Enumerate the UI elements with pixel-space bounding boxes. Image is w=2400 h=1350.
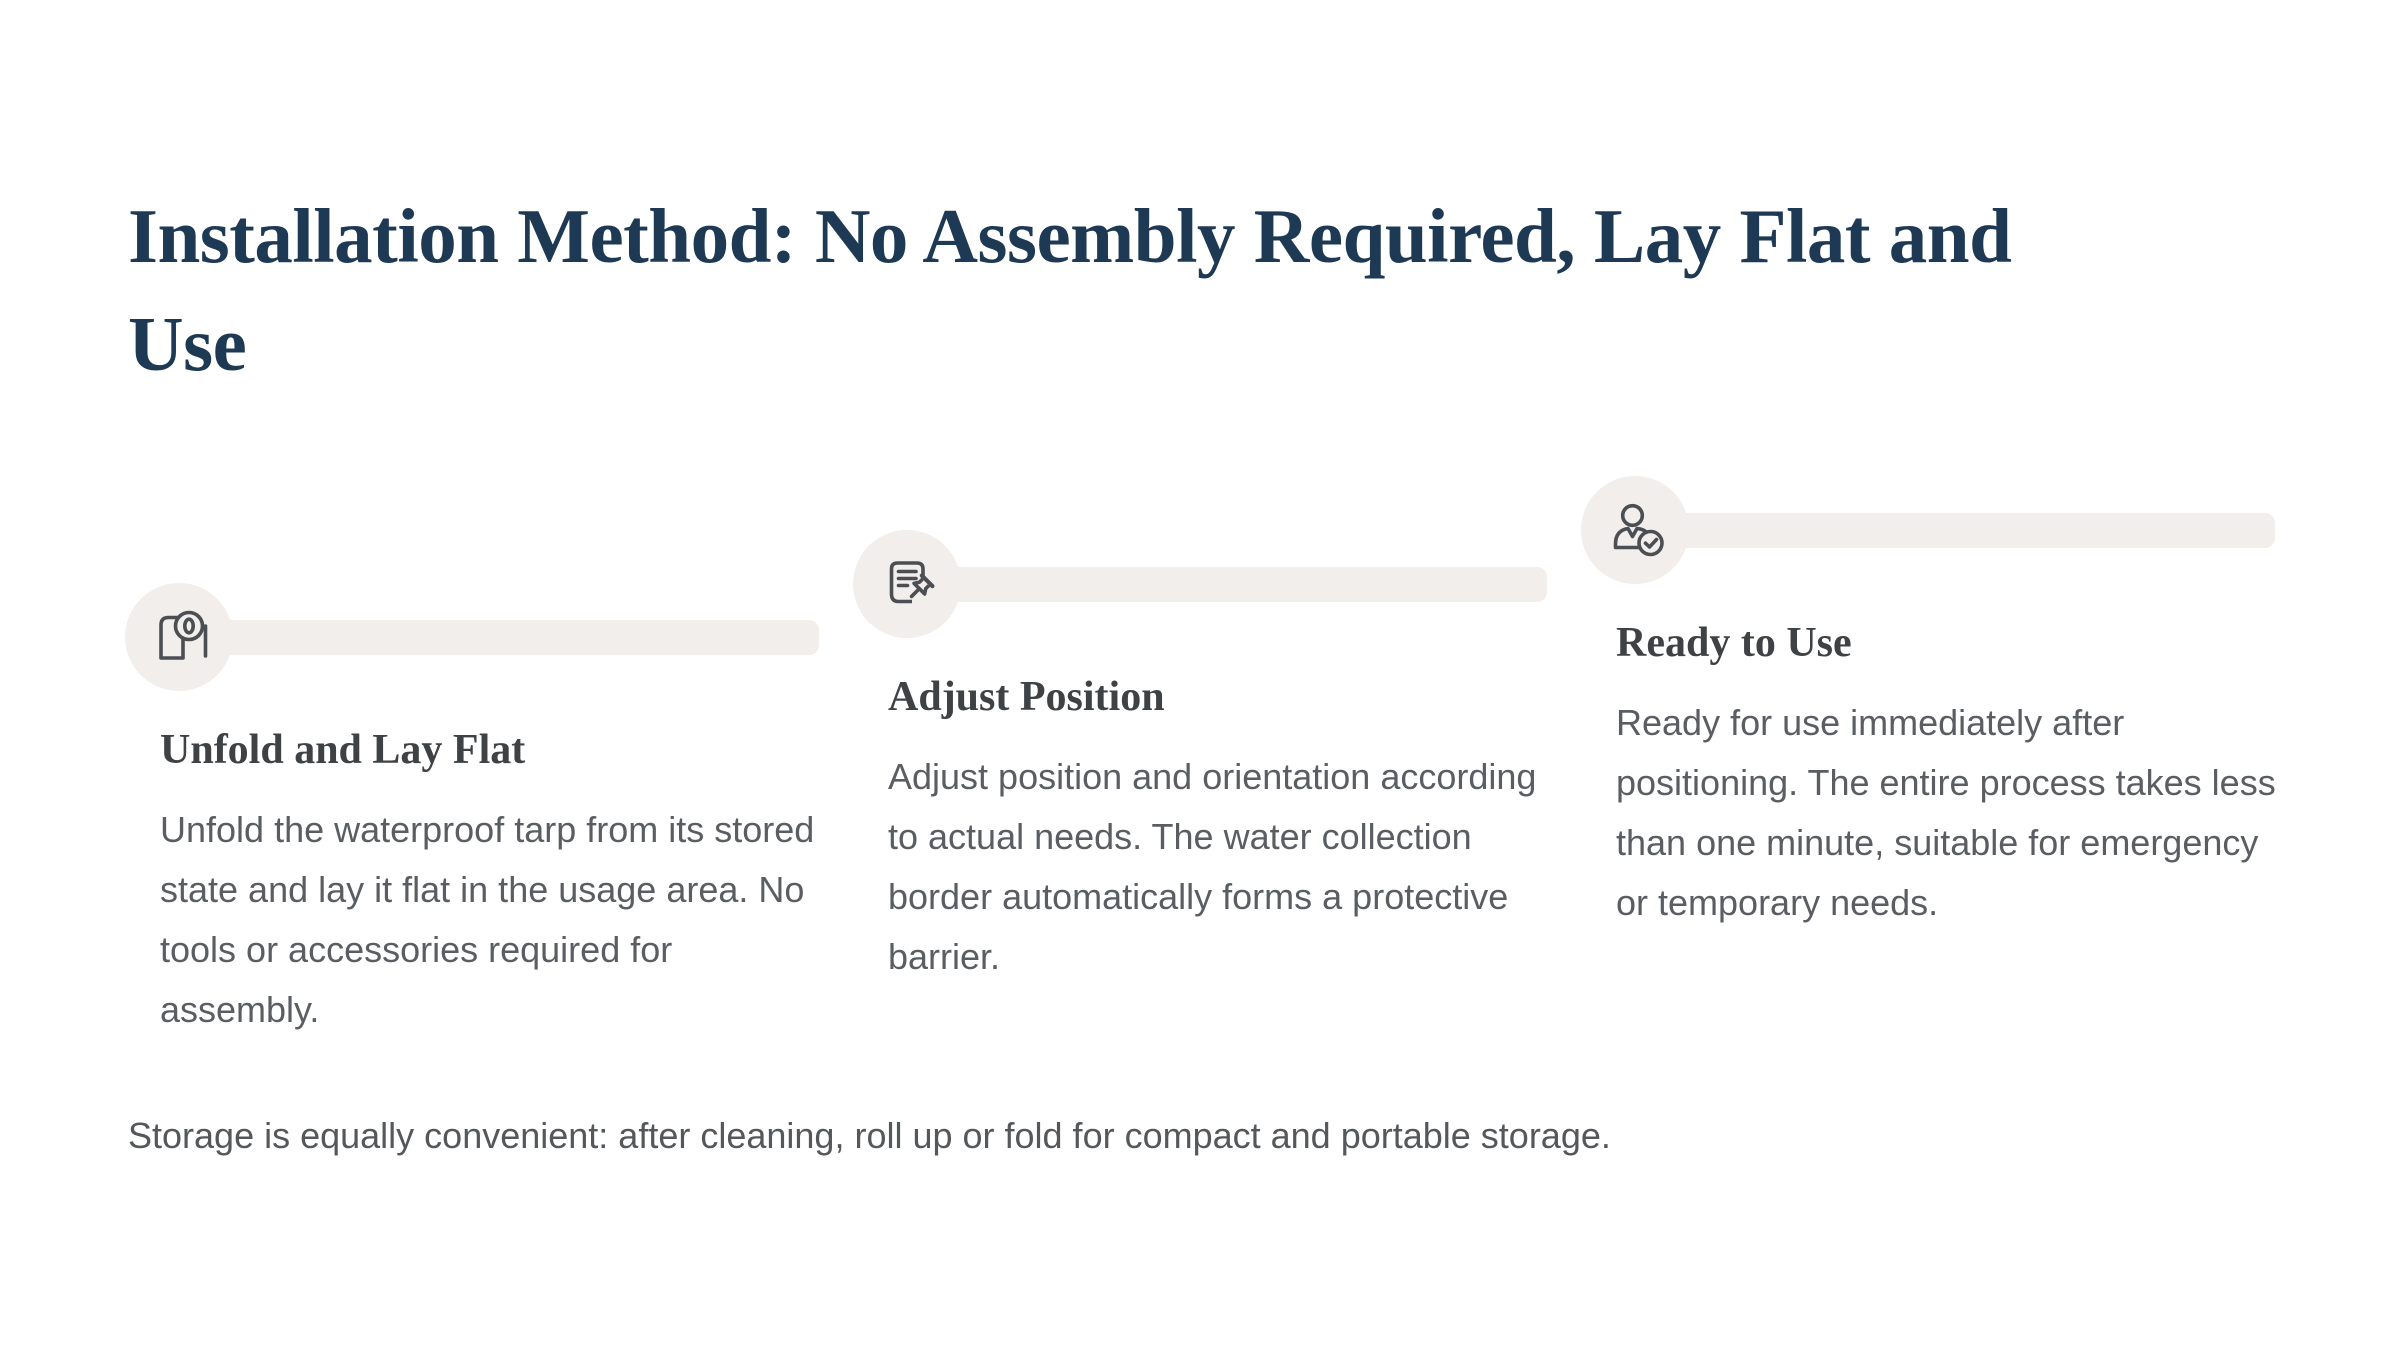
section-title (128, 182, 2318, 398)
document-pin-icon (883, 557, 937, 611)
section-title-line-1: Installation Method: No Assembly Required, Lay Flat and (128, 193, 2012, 279)
user-check-icon (1611, 503, 1665, 557)
step-text-block (888, 672, 1553, 987)
step-connector-bar (907, 567, 1547, 602)
tarp-roll-icon (155, 610, 209, 664)
step-icon-circle (853, 530, 961, 638)
step-description: Adjust position and orientation according to actual needs. The water collection border automatically forms a protective barrier. (888, 756, 1537, 977)
step-connector-bar (1635, 513, 2275, 548)
step-heading: Adjust Position (888, 674, 1165, 720)
step-text-block (1616, 618, 2281, 933)
step-icon-circle (125, 583, 233, 691)
step-text-block (160, 725, 825, 1040)
step-description: Unfold the waterproof tarp from its stored state and lay it flat in the usage area. No tools or accessories required for assembly. (160, 809, 815, 1030)
step-icon-circle (1581, 476, 1689, 584)
storage-note: Storage is equally convenient: after cleaning, roll up or fold for compact and portable storage. (128, 1115, 1611, 1156)
step-heading: Unfold and Lay Flat (160, 727, 526, 773)
step-heading: Ready to Use (1616, 620, 1852, 666)
section-title-line-2: Use (128, 301, 247, 387)
step-connector-bar (179, 620, 819, 655)
step-description: Ready for use immediately after positioning. The entire process takes less than one minute, suitable for emergency or temporary needs. (1616, 702, 2276, 923)
